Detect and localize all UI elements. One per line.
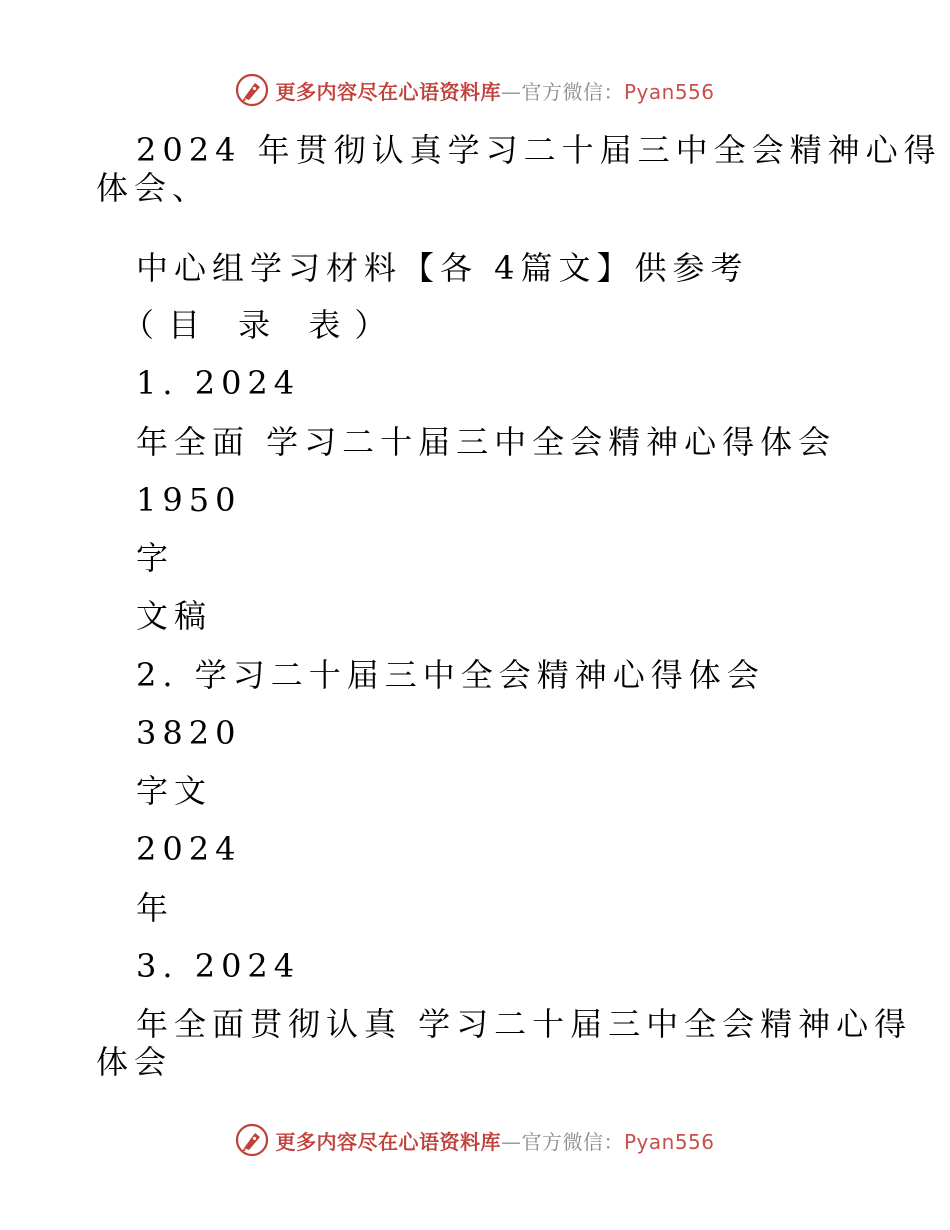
header-watermark bbox=[0, 70, 950, 110]
toc-entry: 2. 学习二十届三中全会精神心得体会 bbox=[136, 656, 765, 694]
toc-entry: 年全面 学习二十届三中全会精神心得体会 bbox=[136, 423, 837, 461]
watermark-wechat-label: 官方微信： bbox=[521, 79, 624, 104]
toc-entry: 1. 2024 bbox=[136, 364, 301, 402]
toc-entry: 3820 bbox=[136, 714, 242, 752]
toc-heading: （目 录 表） bbox=[122, 306, 401, 344]
toc-entry: 年 bbox=[136, 889, 175, 927]
toc-entry: 年全面贯彻认真 学习二十届三中全会精神心得 bbox=[136, 1005, 913, 1043]
watermark-text bbox=[275, 1126, 714, 1155]
watermark-dash: — bbox=[500, 79, 522, 104]
document-title-line-2: 中心组学习材料【各 4篇文】供参考 bbox=[136, 249, 749, 287]
watermark-wechat-label: 官方微信： bbox=[521, 1129, 624, 1154]
watermark-handle: Pyan556 bbox=[623, 1129, 715, 1154]
document-title-line-1: 2024 年贯彻认真学习二十届三中全会精神心得 bbox=[136, 131, 942, 169]
pen-nib-logo-icon bbox=[235, 73, 269, 107]
toc-entry: 2024 bbox=[136, 830, 242, 868]
watermark-dash: — bbox=[500, 1129, 522, 1154]
document-title-line-1-continued: 体会、 bbox=[96, 169, 211, 207]
toc-entry: 字文 bbox=[136, 772, 213, 810]
watermark-text bbox=[275, 76, 714, 105]
footer-watermark bbox=[0, 1120, 950, 1160]
toc-entry: 3. 2024 bbox=[136, 947, 301, 985]
watermark-handle: Pyan556 bbox=[623, 79, 715, 104]
pen-nib-logo-icon bbox=[235, 1123, 269, 1157]
watermark-site-text: 更多内容尽在心语资料库 bbox=[275, 1129, 501, 1154]
toc-entry: 文稿 bbox=[136, 597, 213, 635]
watermark-site-text: 更多内容尽在心语资料库 bbox=[275, 79, 501, 104]
toc-entry: 1950 bbox=[136, 481, 242, 519]
toc-entry: 体会 bbox=[96, 1043, 173, 1081]
toc-entry: 字 bbox=[136, 539, 175, 577]
